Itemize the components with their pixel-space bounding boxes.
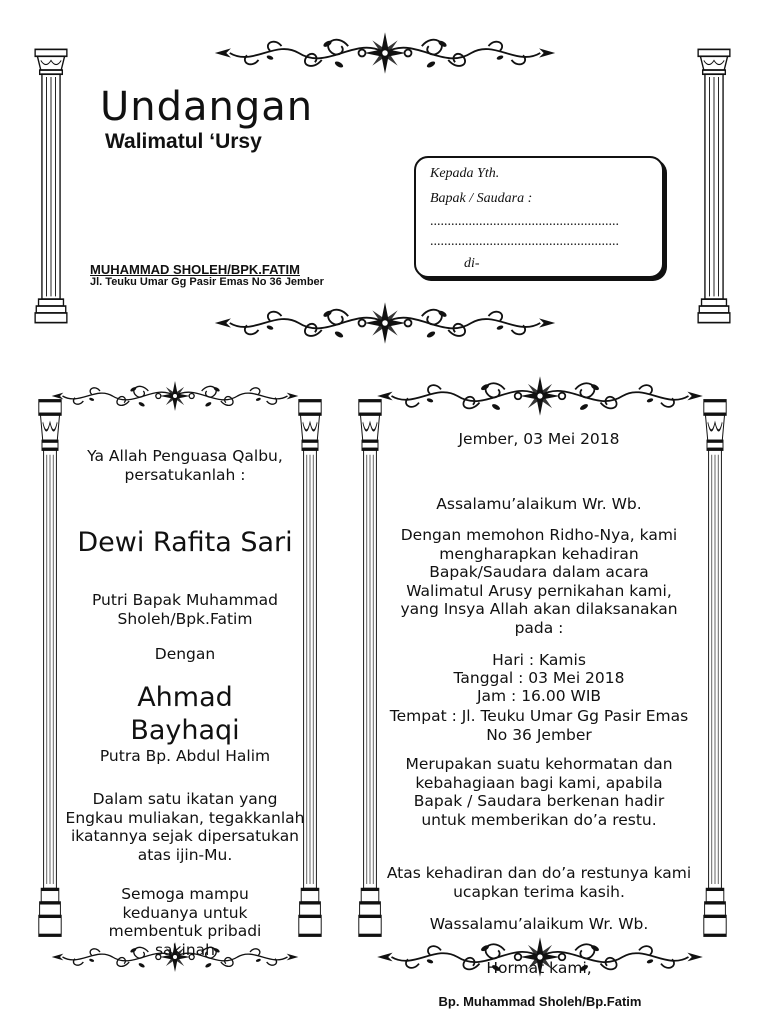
greeting: Assalamu’alaikum Wr. Wb.: [436, 495, 642, 513]
bride-parents: Putri Bapak Muhammad Sholeh/Bpk.Fatim: [91, 591, 278, 628]
event-date: Tanggal : 03 Mei 2018: [453, 669, 625, 687]
prayer-closing: Dalam satu ikatan yang Engkau muliakan, tegakkanlah ikatannya sejak dipersatukan atas ijin-Mu.: [65, 790, 305, 864]
recipient-box: [414, 156, 664, 278]
signature: Bp. Muhammad Sholeh/Bp.Fatim: [438, 994, 642, 1009]
invitation-subtitle: Walimatul ‘Ursy: [105, 130, 262, 153]
groom-parents: Putra Bp. Abdul Halim: [99, 747, 271, 765]
event-day: Hari : Kamis: [492, 651, 586, 669]
top-ornament: [60, 30, 710, 76]
connector-text: Dengan: [154, 645, 216, 663]
right-pillar-right: [703, 398, 727, 938]
recipient-line-2: ......................................................: [430, 234, 619, 249]
event-venue: Tempat : Jl. Teuku Umar Gg Pasir Emas No 36 Jember: [389, 707, 689, 744]
recipient-to-label: Kepada Yth.: [430, 166, 500, 181]
invitation-title: Undangan: [100, 84, 314, 130]
invitation-intro: Dengan memohon Ridho-Nya, kami mengharapkan kehadiran Bapak/Saudara dalam acara Walimatul Arusy pernikahan kami, yang Insya Allah akan dilaksanakan pada :: [400, 526, 678, 637]
recipient-salutation: Bapak / Saudara :: [430, 191, 533, 206]
cover-pillar-left: [34, 48, 68, 324]
groom-name: Ahmad Bayhaqi: [130, 682, 240, 746]
cover-bottom-ornament: [60, 300, 710, 346]
host-address: Jl. Teuku Umar Gg Pasir Emas No 36 Jember: [90, 276, 324, 288]
cover-pillar-right: [697, 48, 731, 324]
recipient-line-1: ......................................................: [430, 214, 619, 229]
regards-text: Hormat kami,: [486, 959, 592, 977]
recipient-place: di-: [464, 256, 480, 271]
honor-text: Merupakan suatu kehormatan dan kebahagiaan bagi kami, apabila Bapak / Saudara berkenan hadir untuk memberikan do’a restu.: [405, 755, 673, 829]
event-time: Jam : 16.00 WIB: [476, 687, 602, 705]
host-name: MUHAMMAD SHOLEH/BPK.FATIM: [90, 262, 300, 277]
prayer-wish: Semoga mampu keduanya untuk membentuk pribadi sakinah: [108, 885, 262, 959]
letter-date: Jember, 03 Mei 2018: [458, 430, 620, 448]
right-top-ornament: [370, 374, 710, 418]
thanks-text: Atas kehadiran dan do’a restunya kami ucapkan terima kasih.: [386, 864, 692, 901]
left-pillar-left: [38, 398, 62, 938]
prayer-opening: Ya Allah Penguasa Qalbu, persatukanlah :: [87, 447, 283, 484]
closing-greeting: Wassalamu’alaikum Wr. Wb.: [429, 915, 649, 933]
bride-name: Dewi Rafita Sari: [77, 527, 293, 558]
left-top-ornament: [50, 374, 300, 418]
